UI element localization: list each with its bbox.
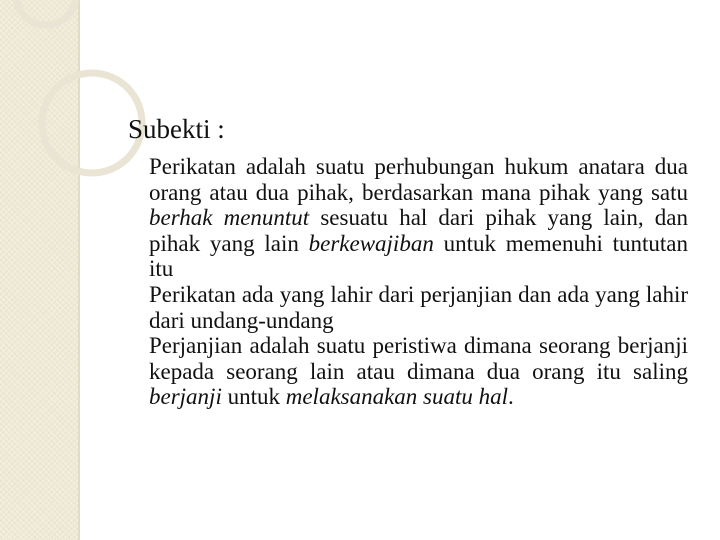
- bullet-text: Perikatan adalah suatu perhubungan hukum anatara dua orang atau dua pihak, berdasarkan mana pihak yang satu: [149, 154, 688, 205]
- bullet-text-italic: berkewajiban: [308, 230, 434, 256]
- bullet-item: [149, 333, 688, 410]
- bullet-text: untuk: [221, 384, 286, 410]
- bullet-text-italic: melaksanakan suatu hal: [285, 384, 509, 410]
- bullet-text: sesuatu hal dari pihak yang lain, dan pihak yang lain: [149, 205, 688, 256]
- bullet-text: Perjanjian adalah suatu peristiwa dimana seorang berjanji kepada seorang lain atau dimana dua orang itu saling: [149, 333, 688, 384]
- slide-content: [128, 112, 688, 410]
- bullet-item: [149, 154, 688, 282]
- bullet-text: untuk memenuhi tuntutan itu: [149, 230, 689, 282]
- bullet-text: .: [508, 384, 514, 410]
- bullet-text-italic: berhak menuntut: [149, 205, 310, 231]
- slide-heading: Subekti :: [128, 114, 225, 144]
- bullet-list: [128, 154, 688, 410]
- bullet-text: Perikatan ada yang lahir dari perjanjian dan ada yang lahir dari undang-undang: [149, 281, 688, 333]
- decorative-ring-large: [42, 73, 142, 173]
- bullet-text-italic: berjanji: [149, 384, 222, 410]
- bullet-item: [149, 282, 688, 333]
- decorative-ring-small: [16, 0, 76, 25]
